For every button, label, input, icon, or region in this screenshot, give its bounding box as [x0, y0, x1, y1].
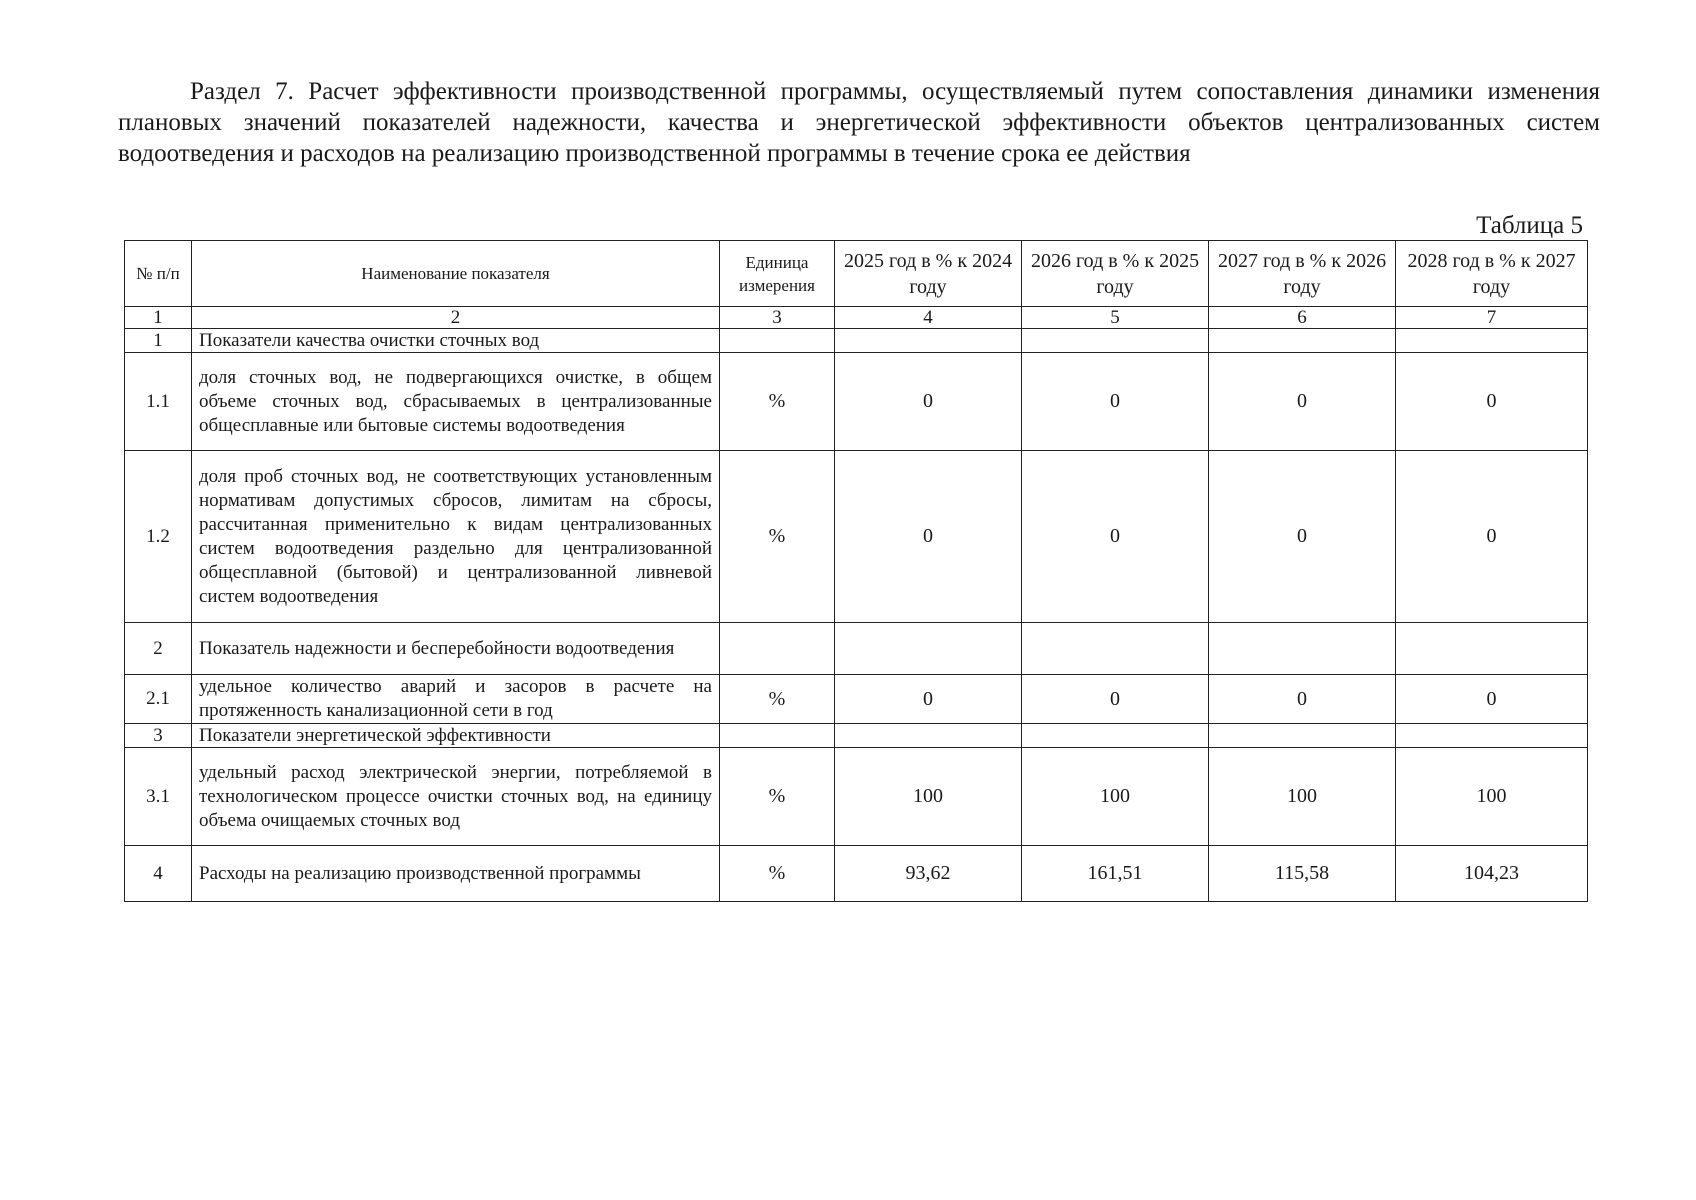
value-2028: 0: [1396, 353, 1588, 451]
indicator-name: Показатели качества очистки сточных вод: [192, 329, 720, 353]
indicator-name: удельный расход электрической энергии, потребляемой в технологическом процессе очистки сточных вод, на единицу объема очищаемых сточных вод: [192, 748, 720, 846]
value-2025: 0: [835, 675, 1022, 724]
value-2026: 161,51: [1022, 846, 1209, 902]
value-2025: 0: [835, 451, 1022, 623]
table-row: [125, 748, 1588, 846]
value-2026: 0: [1022, 353, 1209, 451]
header-2028: 2028 год в % к 2027 году: [1396, 241, 1588, 307]
col-number: 2: [192, 307, 720, 329]
col-number: 1: [125, 307, 192, 329]
column-number-row: [125, 307, 1588, 329]
value-2028: [1396, 623, 1588, 675]
unit-cell: [720, 724, 835, 748]
value-2027: [1209, 329, 1396, 353]
table-row: [125, 846, 1588, 902]
header-unit: Единица измерения: [720, 241, 835, 307]
header-name: Наименование показателя: [192, 241, 720, 307]
value-2026: 0: [1022, 451, 1209, 623]
unit-cell: [720, 329, 835, 353]
col-number: 4: [835, 307, 1022, 329]
table-row: [125, 451, 1588, 623]
table-row: [125, 329, 1588, 353]
unit-cell: %: [720, 451, 835, 623]
unit-cell: [720, 623, 835, 675]
header-2025: 2025 год в % к 2024 году: [835, 241, 1022, 307]
value-2027: [1209, 623, 1396, 675]
table-caption: Таблица 5: [1476, 212, 1583, 239]
row-number: 1.2: [125, 451, 192, 623]
unit-cell: %: [720, 846, 835, 902]
row-number: 4: [125, 846, 192, 902]
row-number: 1.1: [125, 353, 192, 451]
table-row: [125, 724, 1588, 748]
value-2027: 0: [1209, 451, 1396, 623]
value-2026: 100: [1022, 748, 1209, 846]
efficiency-table: [124, 240, 1588, 902]
indicator-name: доля проб сточных вод, не соответствующих установленным нормативам допустимых сбросов, лимитам на сбросы, рассчитанная применительно к видам централизованных систем водоотведения раздельно для централизованной общесплавной (бытовой) и централизованной ливневой систем водоотведения: [192, 451, 720, 623]
value-2028: 100: [1396, 748, 1588, 846]
value-2025: [835, 623, 1022, 675]
value-2025: [835, 329, 1022, 353]
indicator-name: Показатель надежности и бесперебойности водоотведения: [192, 623, 720, 675]
col-number: 3: [720, 307, 835, 329]
table-row: [125, 353, 1588, 451]
unit-cell: %: [720, 353, 835, 451]
row-number: 2: [125, 623, 192, 675]
value-2028: 0: [1396, 451, 1588, 623]
unit-cell: %: [720, 748, 835, 846]
indicator-name: Показатели энергетической эффективности: [192, 724, 720, 748]
header-2027: 2027 год в % к 2026 году: [1209, 241, 1396, 307]
row-number: 3: [125, 724, 192, 748]
header-2026: 2026 год в % к 2025 году: [1022, 241, 1209, 307]
indicator-name: доля сточных вод, не подвергающихся очистке, в общем объеме сточных вод, сбрасываемых в централизованные общесплавные или бытовые системы водоотведения: [192, 353, 720, 451]
table-row: [125, 675, 1588, 724]
value-2026: [1022, 724, 1209, 748]
row-number: 3.1: [125, 748, 192, 846]
value-2027: 0: [1209, 675, 1396, 724]
unit-cell: %: [720, 675, 835, 724]
value-2025: 100: [835, 748, 1022, 846]
value-2026: 0: [1022, 675, 1209, 724]
value-2027: 0: [1209, 353, 1396, 451]
section-heading: Раздел 7. Расчет эффективности производственной программы, осуществляемый путем сопоставления динамики изменения плановых значений показателей надежности, качества и энергетической эффективности объектов централизованных систем водоотведения и расходов на реализацию производственной программы в течение срока ее действия: [118, 78, 1600, 167]
col-number: 6: [1209, 307, 1396, 329]
col-number: 7: [1396, 307, 1588, 329]
value-2026: [1022, 623, 1209, 675]
row-number: 1: [125, 329, 192, 353]
row-number: 2.1: [125, 675, 192, 724]
value-2025: 0: [835, 353, 1022, 451]
value-2027: [1209, 724, 1396, 748]
value-2025: [835, 724, 1022, 748]
value-2025: 93,62: [835, 846, 1022, 902]
value-2027: 115,58: [1209, 846, 1396, 902]
value-2026: [1022, 329, 1209, 353]
table-row: [125, 623, 1588, 675]
header-num: № п/п: [125, 241, 192, 307]
col-number: 5: [1022, 307, 1209, 329]
value-2028: [1396, 724, 1588, 748]
value-2028: 0: [1396, 675, 1588, 724]
indicator-name: удельное количество аварий и засоров в расчете на протяженность канализационной сети в год: [192, 675, 720, 724]
value-2028: 104,23: [1396, 846, 1588, 902]
indicator-name: Расходы на реализацию производственной программы: [192, 846, 720, 902]
value-2028: [1396, 329, 1588, 353]
value-2027: 100: [1209, 748, 1396, 846]
